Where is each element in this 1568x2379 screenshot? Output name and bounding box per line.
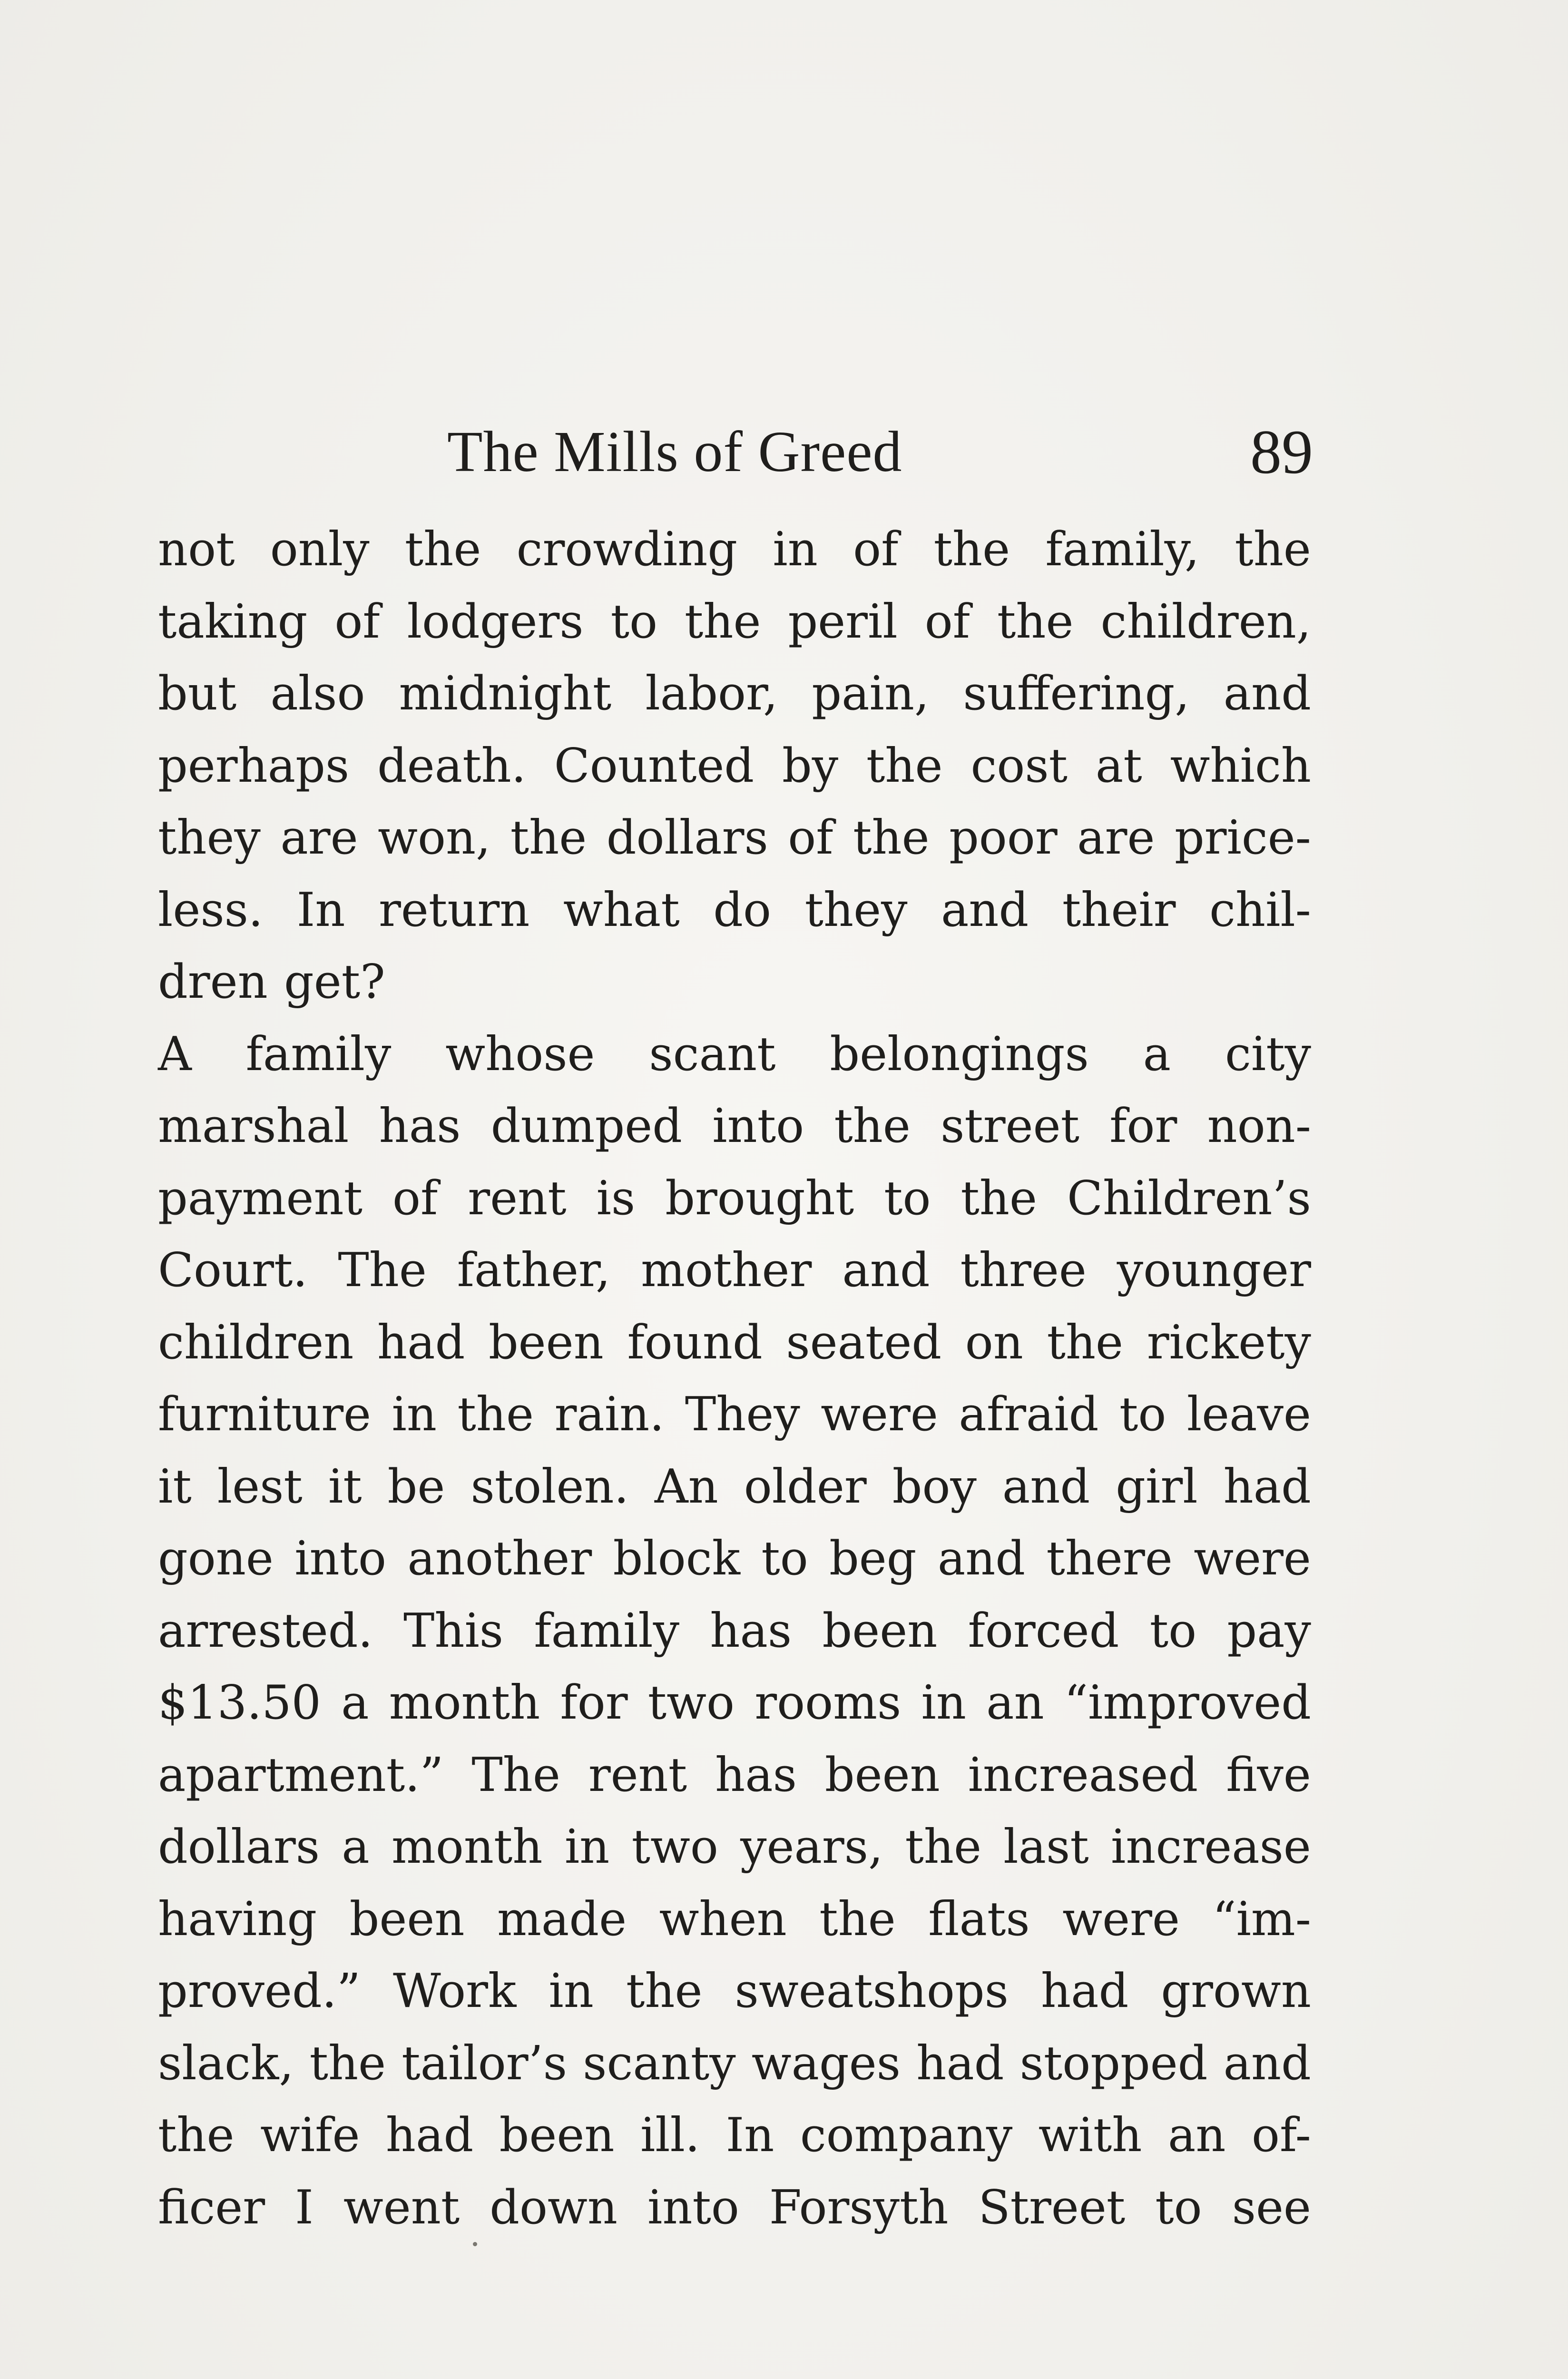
text-line — [158, 1667, 1311, 1740]
word: a — [1143, 1027, 1171, 1081]
text-line — [158, 1956, 1311, 2028]
word: in — [564, 1820, 610, 1874]
word: a — [341, 1676, 369, 1730]
word: An — [654, 1459, 718, 1514]
word: grown — [1161, 1964, 1311, 2018]
word: ficer — [158, 2180, 265, 2235]
word: into — [294, 1532, 387, 1586]
word: had — [377, 1315, 465, 1370]
word: years, — [740, 1820, 883, 1874]
word: had — [1223, 1459, 1311, 1514]
text-line — [158, 658, 1311, 730]
word: has — [710, 1603, 792, 1658]
word: there — [1046, 1532, 1173, 1586]
word: The — [338, 1243, 427, 1298]
word: been — [349, 1892, 465, 1946]
word: last — [1003, 1820, 1089, 1874]
text-line — [158, 514, 1311, 586]
page-header — [438, 409, 1313, 495]
word: mother — [641, 1243, 812, 1298]
word: and — [1002, 1459, 1090, 1514]
word: the — [819, 1892, 896, 1946]
word: midnight — [399, 667, 612, 721]
word: when — [659, 1892, 787, 1946]
word: but — [158, 667, 237, 721]
word: and — [941, 883, 1029, 937]
word: the — [1235, 522, 1311, 577]
word: having — [158, 1892, 317, 1946]
word: to — [1119, 1387, 1166, 1442]
word: scant — [649, 1027, 776, 1081]
word: The — [471, 1748, 560, 1802]
word: the — [158, 2108, 235, 2163]
word: beg — [829, 1532, 917, 1586]
word: the — [626, 1964, 703, 2018]
word: girl — [1116, 1459, 1198, 1514]
word: belongings — [830, 1027, 1089, 1081]
word: boy — [892, 1459, 977, 1514]
word: family — [534, 1603, 680, 1658]
text-line — [158, 586, 1311, 659]
word: brought — [665, 1171, 854, 1226]
word: slack, — [158, 2036, 294, 2091]
word: only — [270, 522, 370, 577]
word: leave — [1186, 1387, 1311, 1442]
word: poor — [949, 811, 1058, 865]
word: another — [407, 1532, 592, 1586]
word: lest — [217, 1459, 303, 1514]
word: into — [647, 2180, 739, 2235]
text-line — [158, 1379, 1311, 1451]
word: what — [563, 883, 680, 937]
word: dollars — [158, 1820, 320, 1874]
word: arrested. — [158, 1603, 373, 1658]
word: wife — [260, 2108, 360, 2163]
text-line — [158, 1884, 1311, 1956]
word: death. — [377, 738, 526, 793]
word: and — [1223, 667, 1311, 721]
word: increase — [1111, 1820, 1311, 1874]
text-line — [158, 2028, 1311, 2100]
text-line — [158, 875, 1311, 947]
word: to — [610, 594, 657, 649]
word: Work — [393, 1964, 517, 2018]
word: suffering, — [963, 667, 1190, 721]
word: the — [933, 522, 1010, 577]
word: were — [821, 1387, 938, 1442]
word: found — [627, 1315, 763, 1370]
word: get? — [284, 955, 385, 1009]
word: father, — [457, 1243, 611, 1298]
word: cost — [970, 738, 1068, 793]
word: the — [510, 811, 587, 865]
word: family — [245, 1027, 392, 1081]
word: has — [715, 1748, 797, 1802]
word: In — [296, 883, 345, 937]
word: younger — [1117, 1243, 1311, 1298]
word: to — [1155, 2180, 1202, 2235]
word: Street — [978, 2180, 1126, 2235]
word: city — [1225, 1027, 1311, 1081]
word: three — [960, 1243, 1087, 1298]
text-line — [158, 946, 1311, 1019]
word: at — [1095, 738, 1142, 793]
text-line — [158, 1740, 1311, 1812]
word: month — [389, 1676, 540, 1730]
word: not — [158, 522, 235, 577]
word: they — [158, 811, 261, 865]
word: Court. — [158, 1243, 308, 1298]
word: furniture — [158, 1387, 372, 1442]
body-text — [158, 514, 1311, 2244]
word: of- — [1251, 2108, 1311, 2163]
word: has — [379, 1099, 461, 1153]
text-line — [158, 730, 1311, 803]
word: are — [1077, 811, 1155, 865]
page-number: 89 — [1250, 417, 1313, 487]
word: Counted — [554, 738, 755, 793]
word: proved.” — [158, 1964, 361, 2018]
word: in — [549, 1964, 594, 2018]
text-line — [158, 1307, 1311, 1379]
text-line — [158, 1451, 1311, 1524]
word: rooms — [755, 1676, 902, 1730]
word: it — [158, 1459, 192, 1514]
word: the — [404, 522, 481, 577]
word: won, — [378, 811, 491, 865]
word: to — [761, 1532, 808, 1586]
word: rent — [468, 1171, 567, 1226]
word: “improved — [1064, 1676, 1311, 1730]
word: pain, — [812, 667, 930, 721]
word: of — [392, 1171, 438, 1226]
word: the — [960, 1171, 1038, 1226]
word: stopped — [1019, 2036, 1208, 2091]
word: of — [334, 594, 380, 649]
word: been — [824, 1748, 940, 1802]
word: family, — [1045, 522, 1200, 577]
word: the — [457, 1387, 534, 1442]
word: in — [773, 522, 818, 577]
word: an — [986, 1676, 1044, 1730]
word: increased — [968, 1748, 1198, 1802]
word: been — [822, 1603, 938, 1658]
word: A — [158, 1027, 192, 1081]
word: the — [853, 811, 930, 865]
word: their — [1062, 883, 1176, 937]
word: Forsyth — [769, 2180, 949, 2235]
word: be — [387, 1459, 445, 1514]
word: seated — [786, 1315, 942, 1370]
word: children, — [1100, 594, 1311, 649]
word: pay — [1227, 1603, 1311, 1658]
word: see — [1232, 2180, 1311, 2235]
ink-speck — [473, 2242, 477, 2246]
word: to — [884, 1171, 931, 1226]
word: children — [158, 1315, 354, 1370]
word: dren — [158, 955, 268, 1009]
word: the — [684, 594, 761, 649]
word: In — [725, 2108, 774, 2163]
word: Children’s — [1067, 1171, 1311, 1226]
word: into — [712, 1099, 804, 1153]
word: dollars — [606, 811, 768, 865]
text-line — [158, 1091, 1311, 1163]
word: “im- — [1212, 1892, 1311, 1946]
word: chil- — [1209, 883, 1311, 937]
word: and — [937, 1532, 1026, 1586]
word: This — [403, 1603, 504, 1658]
word: an — [1167, 2108, 1226, 2163]
word: it — [328, 1459, 362, 1514]
word: are — [280, 811, 358, 865]
word: were — [1062, 1892, 1180, 1946]
word: rickety — [1147, 1315, 1311, 1370]
word: with — [1038, 2108, 1142, 2163]
word: afraid — [959, 1387, 1099, 1442]
text-line — [158, 1163, 1311, 1235]
word: a — [342, 1820, 370, 1874]
word: forced — [968, 1603, 1119, 1658]
word: in — [921, 1676, 966, 1730]
word: the — [1047, 1315, 1124, 1370]
word: older — [744, 1459, 867, 1514]
word: wages — [751, 2036, 901, 2091]
word: rent — [588, 1748, 687, 1802]
word: perhaps — [158, 738, 350, 793]
word: had — [1041, 1964, 1129, 2018]
text-line — [158, 2172, 1311, 2244]
word: went — [343, 2180, 460, 2235]
word: street — [941, 1099, 1079, 1153]
word: been — [499, 2108, 615, 2163]
word: taking — [158, 594, 308, 649]
text-line — [158, 1595, 1311, 1668]
word: were — [1194, 1532, 1311, 1586]
word: which — [1170, 738, 1311, 793]
word: scanty — [583, 2036, 736, 2091]
word: of — [788, 811, 833, 865]
word: company — [800, 2108, 1013, 2163]
word: whose — [445, 1027, 595, 1081]
word: down — [490, 2180, 617, 2235]
word: return — [379, 883, 530, 937]
word: block — [613, 1532, 740, 1586]
word: non- — [1207, 1099, 1311, 1153]
word: of — [924, 594, 970, 649]
word: They — [685, 1387, 800, 1442]
word: ill. — [640, 2108, 700, 2163]
word: the — [997, 594, 1074, 649]
word: less. — [158, 883, 264, 937]
word: the — [834, 1099, 911, 1153]
text-line — [158, 1811, 1311, 1884]
word: dumped — [490, 1099, 682, 1153]
word: on — [965, 1315, 1023, 1370]
word: payment — [158, 1171, 363, 1226]
word: and — [842, 1243, 930, 1298]
word: labor, — [645, 667, 778, 721]
word: of — [853, 522, 899, 577]
text-line — [158, 1019, 1311, 1091]
word: apartment.” — [158, 1748, 444, 1802]
word: is — [596, 1171, 636, 1226]
word: in — [392, 1387, 437, 1442]
word: crowding — [516, 522, 738, 577]
word: month — [392, 1820, 543, 1874]
word: sweatshops — [735, 1964, 1009, 2018]
word: been — [488, 1315, 604, 1370]
text-line — [158, 1523, 1311, 1595]
text-line — [158, 1235, 1311, 1307]
word: tailor’s — [402, 2036, 568, 2091]
word: for — [1109, 1099, 1177, 1153]
word: $13.50 — [158, 1676, 321, 1730]
word: price- — [1174, 811, 1311, 865]
word: five — [1226, 1748, 1311, 1802]
word: had — [916, 2036, 1004, 2091]
word: by — [782, 738, 839, 793]
word: rain. — [554, 1387, 665, 1442]
word: had — [385, 2108, 474, 2163]
text-line — [158, 802, 1311, 875]
word: they — [804, 883, 908, 937]
word: marshal — [158, 1099, 349, 1153]
word: and — [1223, 2036, 1311, 2091]
word: flats — [928, 1892, 1030, 1946]
word: also — [270, 667, 365, 721]
word: I — [295, 2180, 314, 2235]
word: peril — [788, 594, 898, 649]
word: two — [631, 1820, 718, 1874]
word: to — [1149, 1603, 1197, 1658]
word: stolen. — [470, 1459, 629, 1514]
word: gone — [158, 1532, 274, 1586]
word: do — [713, 883, 772, 937]
word: the — [309, 2036, 386, 2091]
text-line — [158, 2100, 1311, 2172]
word: made — [497, 1892, 627, 1946]
word: two — [647, 1676, 735, 1730]
word: for — [560, 1676, 628, 1730]
running-title: The Mills of Greed — [447, 420, 902, 484]
word: lodgers — [407, 594, 584, 649]
word: the — [905, 1820, 981, 1874]
word: the — [866, 738, 943, 793]
